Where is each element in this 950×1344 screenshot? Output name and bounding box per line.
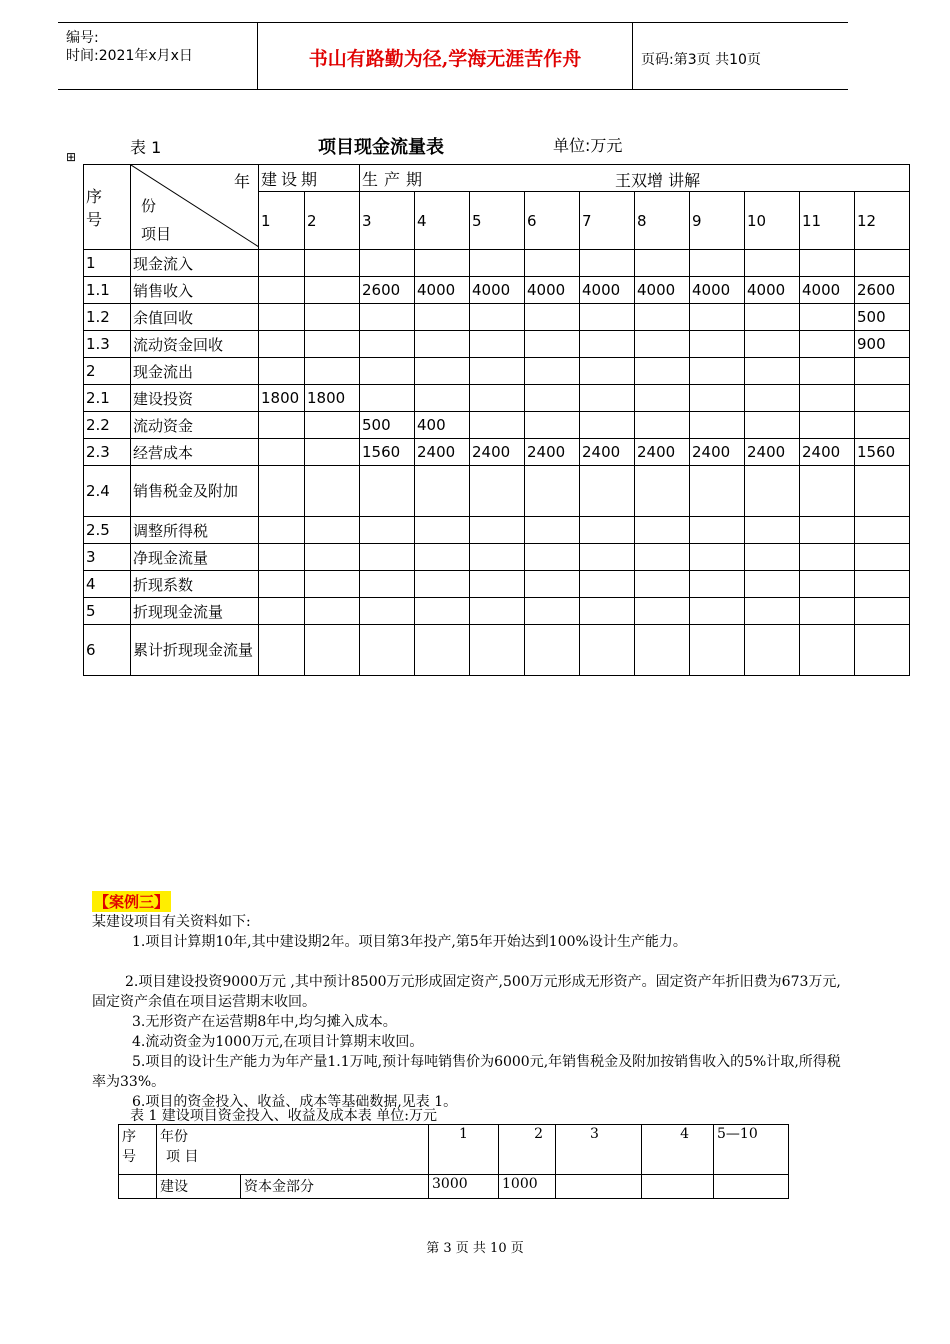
t2-col-header: 3	[556, 1125, 642, 1175]
cash-flow-cell	[415, 544, 470, 571]
t2-cell	[556, 1175, 642, 1199]
corner-item-label: 项目	[141, 225, 172, 243]
cash-flow-cell	[360, 598, 415, 625]
cash-flow-cell: 2400	[415, 439, 470, 466]
table-row	[84, 544, 910, 571]
cash-flow-cell	[259, 304, 305, 331]
t2-year-label: 年份	[160, 1129, 188, 1145]
cash-flow-cell	[305, 304, 360, 331]
cash-flow-cell	[635, 544, 690, 571]
row-number: 2	[84, 358, 131, 385]
row-item-name: 销售收入	[131, 277, 259, 304]
cash-flow-cell	[259, 466, 305, 517]
cash-flow-cell	[745, 466, 800, 517]
cash-flow-cell	[745, 385, 800, 412]
time-label: 时间:2021年x月x日	[66, 48, 193, 64]
t2-seq-header: 序号	[119, 1125, 157, 1175]
case-intro: 某建设项目有关资料如下:	[92, 914, 251, 930]
t2-cell	[119, 1175, 157, 1199]
cash-flow-cell	[855, 598, 910, 625]
cash-flow-cell	[800, 544, 855, 571]
cash-flow-cell: 2600	[360, 277, 415, 304]
table-row	[84, 304, 910, 331]
cash-flow-cell	[305, 250, 360, 277]
cash-flow-cell	[580, 598, 635, 625]
cash-flow-cell	[635, 412, 690, 439]
cash-flow-cell	[745, 625, 800, 676]
case-point-5: 5.项目的设计生产能力为年产量1.1万吨,预计每吨销售价为6000元,年销售税金及附加按销售收入的5%计取,所得税率为33%。	[92, 1054, 841, 1090]
year-col-header: 12	[855, 192, 910, 250]
row-item-name: 折现系数	[131, 571, 259, 598]
serial-label: 编号:	[66, 30, 99, 46]
row-number: 2.5	[84, 517, 131, 544]
cash-flow-cell	[580, 250, 635, 277]
row-item-name: 流动资金回收	[131, 331, 259, 358]
cash-flow-cell	[525, 331, 580, 358]
row-item-name: 建设投资	[131, 385, 259, 412]
row-number: 5	[84, 598, 131, 625]
case-point-4: 4.流动资金为1000万元,在项目计算期末收回。	[132, 1034, 424, 1050]
cash-flow-cell	[259, 439, 305, 466]
cash-flow-cell	[415, 625, 470, 676]
year-col-header: 9	[690, 192, 745, 250]
cash-flow-cell	[470, 598, 525, 625]
cash-flow-cell	[470, 625, 525, 676]
cash-flow-cell	[525, 385, 580, 412]
cash-flow-cell	[745, 571, 800, 598]
cash-flow-cell: 2400	[580, 439, 635, 466]
header-motto: 书山有路勤为径,学海无涯苦作舟	[308, 48, 582, 70]
t2-col-header: 2	[499, 1125, 556, 1175]
page-info: 页码:第3页 共10页	[641, 52, 761, 68]
cash-flow-cell	[690, 625, 745, 676]
cash-flow-cell	[525, 517, 580, 544]
table-row	[84, 571, 910, 598]
cash-flow-cell	[690, 466, 745, 517]
cash-flow-cell	[305, 412, 360, 439]
cash-flow-cell	[635, 598, 690, 625]
cash-flow-cell	[800, 517, 855, 544]
t2-col-header: 5—10	[714, 1125, 789, 1175]
cash-flow-cell	[305, 466, 360, 517]
cash-flow-cell	[415, 331, 470, 358]
cash-flow-cell	[690, 517, 745, 544]
row-item-name: 累计折现现金流量	[131, 625, 259, 676]
cash-flow-cell	[580, 385, 635, 412]
cash-flow-cell	[525, 466, 580, 517]
cash-flow-cell	[470, 571, 525, 598]
cash-flow-cell	[360, 358, 415, 385]
cash-flow-cell	[855, 544, 910, 571]
header-bottom-rule	[58, 89, 848, 90]
cash-flow-cell	[745, 250, 800, 277]
cash-flow-cell: 2400	[800, 439, 855, 466]
cash-flow-cell	[800, 571, 855, 598]
cash-flow-cell	[635, 466, 690, 517]
row-number: 2.3	[84, 439, 131, 466]
cash-flow-cell	[259, 250, 305, 277]
cash-flow-cell	[635, 625, 690, 676]
header-top-rule	[58, 22, 848, 23]
cash-flow-cell	[415, 571, 470, 598]
cash-flow-cell	[525, 412, 580, 439]
table-row	[84, 466, 910, 517]
cash-flow-cell	[800, 304, 855, 331]
cash-flow-cell	[580, 331, 635, 358]
cash-flow-cell	[360, 466, 415, 517]
cash-flow-cell	[580, 304, 635, 331]
row-number: 1.1	[84, 277, 131, 304]
year-col-header: 8	[635, 192, 690, 250]
cash-flow-cell	[745, 358, 800, 385]
cash-flow-cell	[690, 358, 745, 385]
table-row	[84, 250, 910, 277]
year-col-header: 5	[470, 192, 525, 250]
cash-flow-cell	[305, 277, 360, 304]
year-col-header: 6	[525, 192, 580, 250]
cash-flow-cell	[470, 544, 525, 571]
cash-flow-cell	[635, 304, 690, 331]
table1-unit: 单位:万元	[553, 136, 623, 155]
cash-flow-cell	[855, 250, 910, 277]
cash-flow-cell	[800, 412, 855, 439]
cash-flow-cell	[415, 517, 470, 544]
cash-flow-cell	[525, 250, 580, 277]
row-number: 4	[84, 571, 131, 598]
cash-flow-cell	[415, 385, 470, 412]
row-item-name: 现金流出	[131, 358, 259, 385]
cash-flow-cell	[360, 517, 415, 544]
cash-flow-cell	[635, 250, 690, 277]
cash-flow-cell: 1560	[360, 439, 415, 466]
cash-flow-cell	[470, 358, 525, 385]
cash-flow-cell	[580, 358, 635, 385]
cash-flow-cell	[635, 517, 690, 544]
page-footer: 第 3 页 共 10 页	[426, 1241, 524, 1256]
cash-flow-cell	[690, 412, 745, 439]
cash-flow-cell: 4000	[415, 277, 470, 304]
cash-flow-cell	[259, 571, 305, 598]
cash-flow-cell	[580, 466, 635, 517]
cash-flow-cell	[525, 571, 580, 598]
cash-flow-cell	[259, 277, 305, 304]
year-col-header: 7	[580, 192, 635, 250]
year-col-header: 10	[745, 192, 800, 250]
cash-flow-cell	[305, 625, 360, 676]
year-col-header: 2	[305, 192, 360, 250]
cash-flow-cell: 2400	[690, 439, 745, 466]
row-number: 3	[84, 544, 131, 571]
corner-header	[131, 165, 259, 250]
cash-flow-cell	[470, 331, 525, 358]
investment-table	[118, 1124, 789, 1199]
cash-flow-cell	[525, 304, 580, 331]
cash-flow-cell	[415, 598, 470, 625]
cash-flow-cell: 4000	[580, 277, 635, 304]
row-number: 1.2	[84, 304, 131, 331]
cash-flow-cell: 500	[360, 412, 415, 439]
row-item-name: 销售税金及附加	[131, 466, 259, 517]
cash-flow-cell	[305, 358, 360, 385]
cash-flow-cell	[415, 304, 470, 331]
header-divider	[632, 22, 633, 90]
lecturer-note: 王双增 讲解	[615, 171, 701, 190]
cash-flow-cell	[305, 517, 360, 544]
t2-cell: 1000	[499, 1175, 556, 1199]
row-item-name: 折现现金流量	[131, 598, 259, 625]
cash-flow-cell	[800, 385, 855, 412]
row-item-name: 现金流入	[131, 250, 259, 277]
cash-flow-cell	[855, 385, 910, 412]
table2-caption: 表 1 建设项目资金投入、收益及成本表 单位:万元	[130, 1108, 437, 1124]
cash-flow-cell	[259, 598, 305, 625]
t2-cell	[714, 1175, 789, 1199]
cash-flow-cell	[745, 544, 800, 571]
cash-flow-cell	[470, 517, 525, 544]
cash-flow-cell	[525, 625, 580, 676]
cash-flow-cell	[360, 544, 415, 571]
cash-flow-cell: 4000	[525, 277, 580, 304]
t2-col-header: 4	[642, 1125, 714, 1175]
cash-flow-body	[84, 250, 910, 676]
cash-flow-cell	[690, 385, 745, 412]
row-number: 2.1	[84, 385, 131, 412]
t2-item-label: 项 目	[166, 1149, 199, 1165]
case-point-2: 2.项目建设投资9000万元 ,其中预计8500万元形成固定资产,500万元形成无形资产。固定资产年折旧费为673万元,固定资产余值在项目运营期末收回。	[92, 974, 841, 1010]
year-col-header: 3	[360, 192, 415, 250]
cash-flow-cell	[745, 412, 800, 439]
cash-flow-cell: 4000	[800, 277, 855, 304]
cash-flow-cell: 1800	[259, 385, 305, 412]
t2-subitem: 资本金部分	[241, 1175, 429, 1199]
cash-flow-cell	[690, 250, 745, 277]
t2-cell: 3000	[429, 1175, 499, 1199]
cash-flow-cell	[800, 625, 855, 676]
cash-flow-cell	[259, 331, 305, 358]
cash-flow-cell: 2400	[745, 439, 800, 466]
corner-fen-label: 份	[141, 197, 157, 215]
row-number: 2.2	[84, 412, 131, 439]
table-row	[84, 598, 910, 625]
cash-flow-cell	[745, 304, 800, 331]
table-move-handle-icon[interactable]: ⊞	[66, 150, 77, 164]
table-row	[84, 358, 910, 385]
cash-flow-cell	[745, 331, 800, 358]
year-col-header: 4	[415, 192, 470, 250]
cash-flow-cell	[470, 466, 525, 517]
year-col-header: 1	[259, 192, 305, 250]
corner-year-label: 年	[233, 172, 250, 191]
cash-flow-cell	[690, 598, 745, 625]
cash-flow-cell	[855, 466, 910, 517]
cash-flow-cell	[360, 331, 415, 358]
row-number: 1.3	[84, 331, 131, 358]
cash-flow-cell	[855, 517, 910, 544]
cash-flow-cell	[415, 466, 470, 517]
cash-flow-cell: 4000	[690, 277, 745, 304]
cash-flow-cell	[580, 412, 635, 439]
cash-flow-cell: 4000	[635, 277, 690, 304]
cash-flow-cell	[360, 304, 415, 331]
row-item-name: 调整所得税	[131, 517, 259, 544]
cash-flow-cell	[690, 544, 745, 571]
cash-flow-cell	[305, 439, 360, 466]
year-col-header: 11	[800, 192, 855, 250]
cash-flow-cell	[259, 517, 305, 544]
construction-period-header: 建设期	[259, 165, 360, 192]
production-period-header	[360, 165, 910, 192]
case-tag: 【案例三】	[94, 893, 170, 911]
table1-label: 表 1	[130, 138, 162, 157]
case-point-1: 1.项目计算期10年,其中建设期2年。项目第3年投产,第5年开始达到100%设计生产能力。	[132, 934, 687, 950]
table-row	[84, 625, 910, 676]
row-number: 6	[84, 625, 131, 676]
cash-flow-cell	[525, 544, 580, 571]
cash-flow-cell	[745, 517, 800, 544]
t2-col-header: 1	[429, 1125, 499, 1175]
row-item-name: 净现金流量	[131, 544, 259, 571]
row-item-name: 经营成本	[131, 439, 259, 466]
table-row	[84, 385, 910, 412]
case-point-6: 6.项目的资金投入、收益、成本等基础数据,见表 1。	[132, 1094, 458, 1110]
cash-flow-table	[83, 164, 910, 676]
row-item-name: 余值回收	[131, 304, 259, 331]
cash-flow-cell	[360, 571, 415, 598]
cash-flow-cell	[525, 358, 580, 385]
table-row	[84, 331, 910, 358]
cash-flow-cell	[305, 571, 360, 598]
cash-flow-cell	[690, 304, 745, 331]
cash-flow-cell: 1800	[305, 385, 360, 412]
cash-flow-cell: 400	[415, 412, 470, 439]
cash-flow-cell	[305, 544, 360, 571]
table1-title: 项目现金流量表	[318, 137, 444, 158]
cash-flow-cell: 4000	[745, 277, 800, 304]
row-number: 1	[84, 250, 131, 277]
cash-flow-cell	[470, 304, 525, 331]
table-row	[84, 277, 910, 304]
cash-flow-cell	[800, 250, 855, 277]
cash-flow-cell	[800, 358, 855, 385]
cash-flow-cell	[305, 331, 360, 358]
cash-flow-cell	[525, 598, 580, 625]
cash-flow-cell: 2600	[855, 277, 910, 304]
cash-flow-cell	[470, 250, 525, 277]
cash-flow-cell: 500	[855, 304, 910, 331]
t2-category: 建设	[157, 1175, 241, 1199]
cash-flow-cell	[855, 412, 910, 439]
table-row	[84, 439, 910, 466]
cash-flow-cell	[855, 625, 910, 676]
cash-flow-cell	[259, 625, 305, 676]
cash-flow-cell	[580, 625, 635, 676]
row-item-name: 流动资金	[131, 412, 259, 439]
cash-flow-cell: 2400	[470, 439, 525, 466]
cash-flow-cell	[360, 250, 415, 277]
cash-flow-cell	[360, 385, 415, 412]
cash-flow-cell	[635, 571, 690, 598]
seq-header: 序号	[84, 165, 131, 250]
cash-flow-cell	[470, 412, 525, 439]
cash-flow-cell: 2400	[525, 439, 580, 466]
cash-flow-cell: 900	[855, 331, 910, 358]
cash-flow-cell	[745, 598, 800, 625]
case-point-3: 3.无形资产在运营期8年中,均匀摊入成本。	[132, 1014, 397, 1030]
cash-flow-cell	[800, 331, 855, 358]
cash-flow-cell	[800, 466, 855, 517]
production-period-label: 生产期	[362, 169, 429, 189]
cash-flow-cell	[635, 358, 690, 385]
cash-flow-cell	[690, 571, 745, 598]
cash-flow-cell	[580, 544, 635, 571]
cash-flow-cell: 4000	[470, 277, 525, 304]
cash-flow-cell	[470, 385, 525, 412]
table-row	[84, 517, 910, 544]
t2-corner-header	[157, 1125, 429, 1175]
cash-flow-cell	[259, 544, 305, 571]
cash-flow-cell: 1560	[855, 439, 910, 466]
cash-flow-cell	[305, 598, 360, 625]
cash-flow-cell	[259, 358, 305, 385]
cash-flow-cell	[855, 571, 910, 598]
cash-flow-cell	[580, 571, 635, 598]
cash-flow-cell	[415, 358, 470, 385]
cash-flow-cell	[415, 250, 470, 277]
cash-flow-cell	[635, 385, 690, 412]
t2-cell	[642, 1175, 714, 1199]
cash-flow-cell	[259, 412, 305, 439]
table-row	[84, 412, 910, 439]
cash-flow-cell: 2400	[635, 439, 690, 466]
cash-flow-cell	[360, 625, 415, 676]
cash-flow-cell	[580, 517, 635, 544]
cash-flow-cell	[690, 331, 745, 358]
row-number: 2.4	[84, 466, 131, 517]
cash-flow-cell	[855, 358, 910, 385]
cash-flow-cell	[800, 598, 855, 625]
cash-flow-cell	[635, 331, 690, 358]
